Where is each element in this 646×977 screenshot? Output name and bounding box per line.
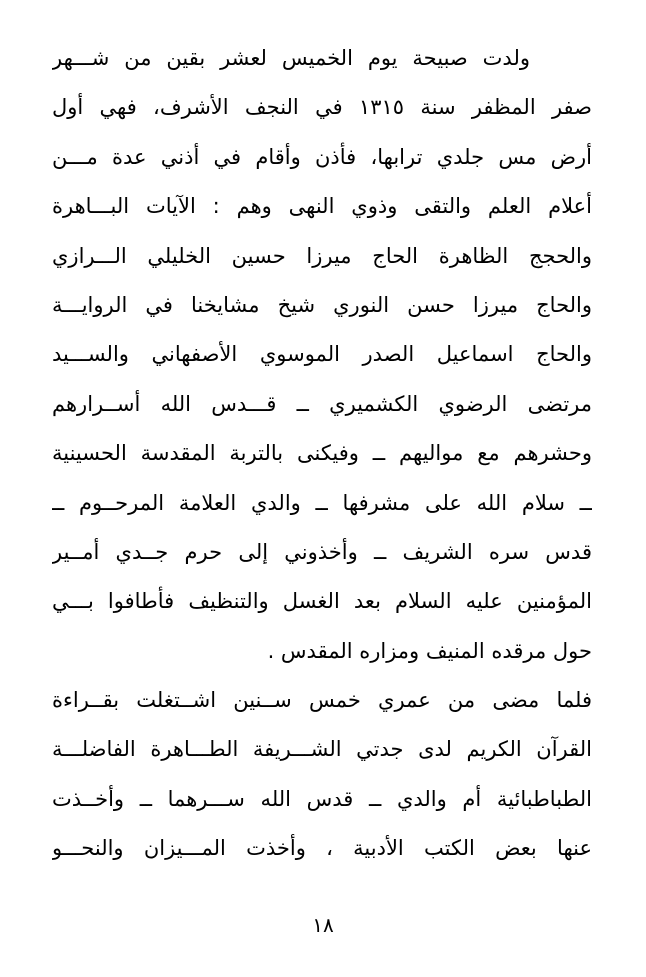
page-number: ١٨ bbox=[312, 913, 334, 937]
text-line-11: قدس سره الشريف ــ وأخذوني إلى حرم جــدي أمــير bbox=[52, 539, 592, 564]
text-line-10: ــ سلام الله على مشرفها ــ والدي العلامة المرحــوم ــ bbox=[52, 490, 592, 515]
text-line-1: ولدت صبيحة يوم الخميس لعشر بقين من شـــهر bbox=[52, 46, 530, 70]
text-line-9: وحشرهم مع مواليهم ــ وفيكنى بالتربة المقدسة الحسينية bbox=[52, 441, 592, 466]
text-line-13: حول مرقده المنيف ومزاره المقدس . bbox=[267, 638, 592, 663]
text-line-4: أعلام العلم والتقى وذوي النهى وهم : الآيات البـــاهرة bbox=[52, 194, 592, 219]
text-line-12: المؤمنين عليه السلام بعد الغسل والتنظيف فأطافوا بـــي bbox=[52, 589, 592, 614]
text-line-6: والحاج ميرزا حسن النوري شيخ مشايخنا في الروايـــة bbox=[52, 292, 592, 317]
text-line-16: الطباطبائية أم والدي ــ قدس الله ســـرهما ــ وأخــذت bbox=[52, 786, 592, 811]
text-line-7: والحاج اسماعيل الصدر الموسوي الأصفهاني والســـيد bbox=[52, 342, 592, 367]
text-line-3: أرض مس جلدي ترابها، فأذن وأقام في أذني عدة مـــن bbox=[52, 144, 592, 169]
text-line-5: والحجج الظاهرة الحاج ميرزا حسين الخليلي الـــرازي bbox=[52, 243, 592, 268]
text-line-14: فلما مضى من عمري خمس ســنين اشــتغلت بقــراءة bbox=[52, 688, 592, 713]
text-line-8: مرتضى الرضوي الكشميري ــ قـــدس الله أســرارهم bbox=[52, 391, 592, 416]
text-line-17: عنها بعض الكتب الأدبية ، وأخذت المـــيزان والنحـــو bbox=[52, 836, 592, 861]
body-text bbox=[52, 34, 592, 874]
text-line-2: صفر المظفر سنة ١٣١٥ في النجف الأشرف، فهي أول bbox=[52, 95, 592, 120]
text-line-15: القرآن الكريم لدى جدتي الشـــريفة الطـــاهرة الفاضلـــة bbox=[52, 737, 592, 762]
